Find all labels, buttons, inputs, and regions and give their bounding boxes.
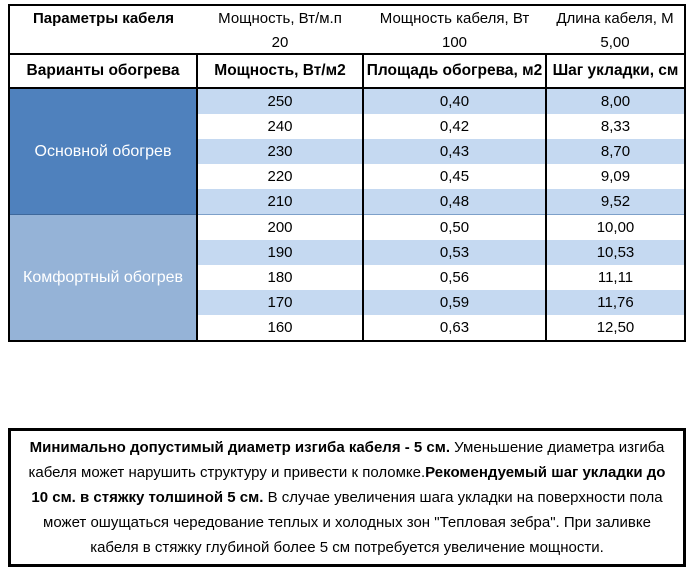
- table-cell: 8,70: [546, 139, 685, 164]
- table-cell: 180: [197, 265, 363, 290]
- table-cell: 200: [197, 215, 363, 241]
- table-cell: 9,09: [546, 164, 685, 189]
- table-cell: 0,50: [363, 215, 546, 241]
- table-cell: 0,40: [363, 88, 546, 114]
- note-segment-bold: Рекомендуемый шаг укладки до 10 см. в стяжку толшиной 5 см.: [31, 464, 666, 506]
- table-row: [9, 215, 685, 241]
- group-label: Основной обогрев: [9, 88, 197, 215]
- column-header-area: Площадь обогрева, м2: [363, 54, 546, 88]
- table-cell: 12,50: [546, 315, 685, 341]
- table-cell: 0,56: [363, 265, 546, 290]
- column-header-power: Мощность, Вт/м2: [197, 54, 363, 88]
- heating-table-body: [9, 88, 685, 341]
- column-header-step: Шаг укладки, см: [546, 54, 685, 88]
- table-cell: 220: [197, 164, 363, 189]
- note-box: [8, 428, 686, 567]
- table-cell: 11,11: [546, 265, 685, 290]
- table-cell: 0,43: [363, 139, 546, 164]
- table-cell: 170: [197, 290, 363, 315]
- table-cell: 8,00: [546, 88, 685, 114]
- table-header-row: [9, 54, 685, 88]
- table-cell: 10,00: [546, 215, 685, 241]
- column-header-variants: Варианты обогрева: [9, 54, 197, 88]
- table-cell: 0,48: [363, 189, 546, 215]
- params-labels-row: [9, 5, 685, 31]
- params-values-row: [9, 31, 685, 54]
- power-per-meter-label: Мощность, Вт/м.п: [218, 10, 342, 27]
- table-cell: 240: [197, 114, 363, 139]
- table-cell: 10,53: [546, 240, 685, 265]
- heating-table: [8, 4, 686, 342]
- cable-length-value: 5,00: [600, 33, 630, 51]
- table-cell: 0,53: [363, 240, 546, 265]
- cable-power-value: 100: [441, 33, 468, 51]
- table-cell: 8,33: [546, 114, 685, 139]
- table-cell: 210: [197, 189, 363, 215]
- table-cell: 0,59: [363, 290, 546, 315]
- params-title: Параметры кабеля: [32, 10, 175, 27]
- table-cell: 0,63: [363, 315, 546, 341]
- note-segment: В случае увеличения шага укладки на поверхности пола может ошущаться чередование теплых и холодных зон "Тепловая зебра". При заливке кабеля в стяжку глубиной более 5 см потребуется увеличение мощности.: [43, 489, 663, 556]
- table-cell: 250: [197, 88, 363, 114]
- note-segment: Уменьшение диаметра изгиба кабеля может нарушить структуру и привести к поломке.: [28, 439, 665, 481]
- params-empty-cell: [9, 31, 197, 54]
- group-label: Комфортный обогрев: [9, 215, 197, 342]
- table-cell: 230: [197, 139, 363, 164]
- power-per-meter-value: 20: [271, 33, 289, 51]
- params-block: [9, 5, 685, 88]
- table-cell: 190: [197, 240, 363, 265]
- table-cell: 11,76: [546, 290, 685, 315]
- note-text: [29, 439, 666, 556]
- table-cell: 9,52: [546, 189, 685, 215]
- table-cell: 160: [197, 315, 363, 341]
- table-cell: 0,45: [363, 164, 546, 189]
- note-segment-bold: Минимально допустимый диаметр изгиба кабеля - 5 см.: [29, 439, 451, 456]
- cable-power-label: Мощность кабеля, Вт: [379, 10, 530, 27]
- cable-length-label: Длина кабеля, М: [556, 10, 674, 27]
- table-row: [9, 88, 685, 114]
- table-cell: 0,42: [363, 114, 546, 139]
